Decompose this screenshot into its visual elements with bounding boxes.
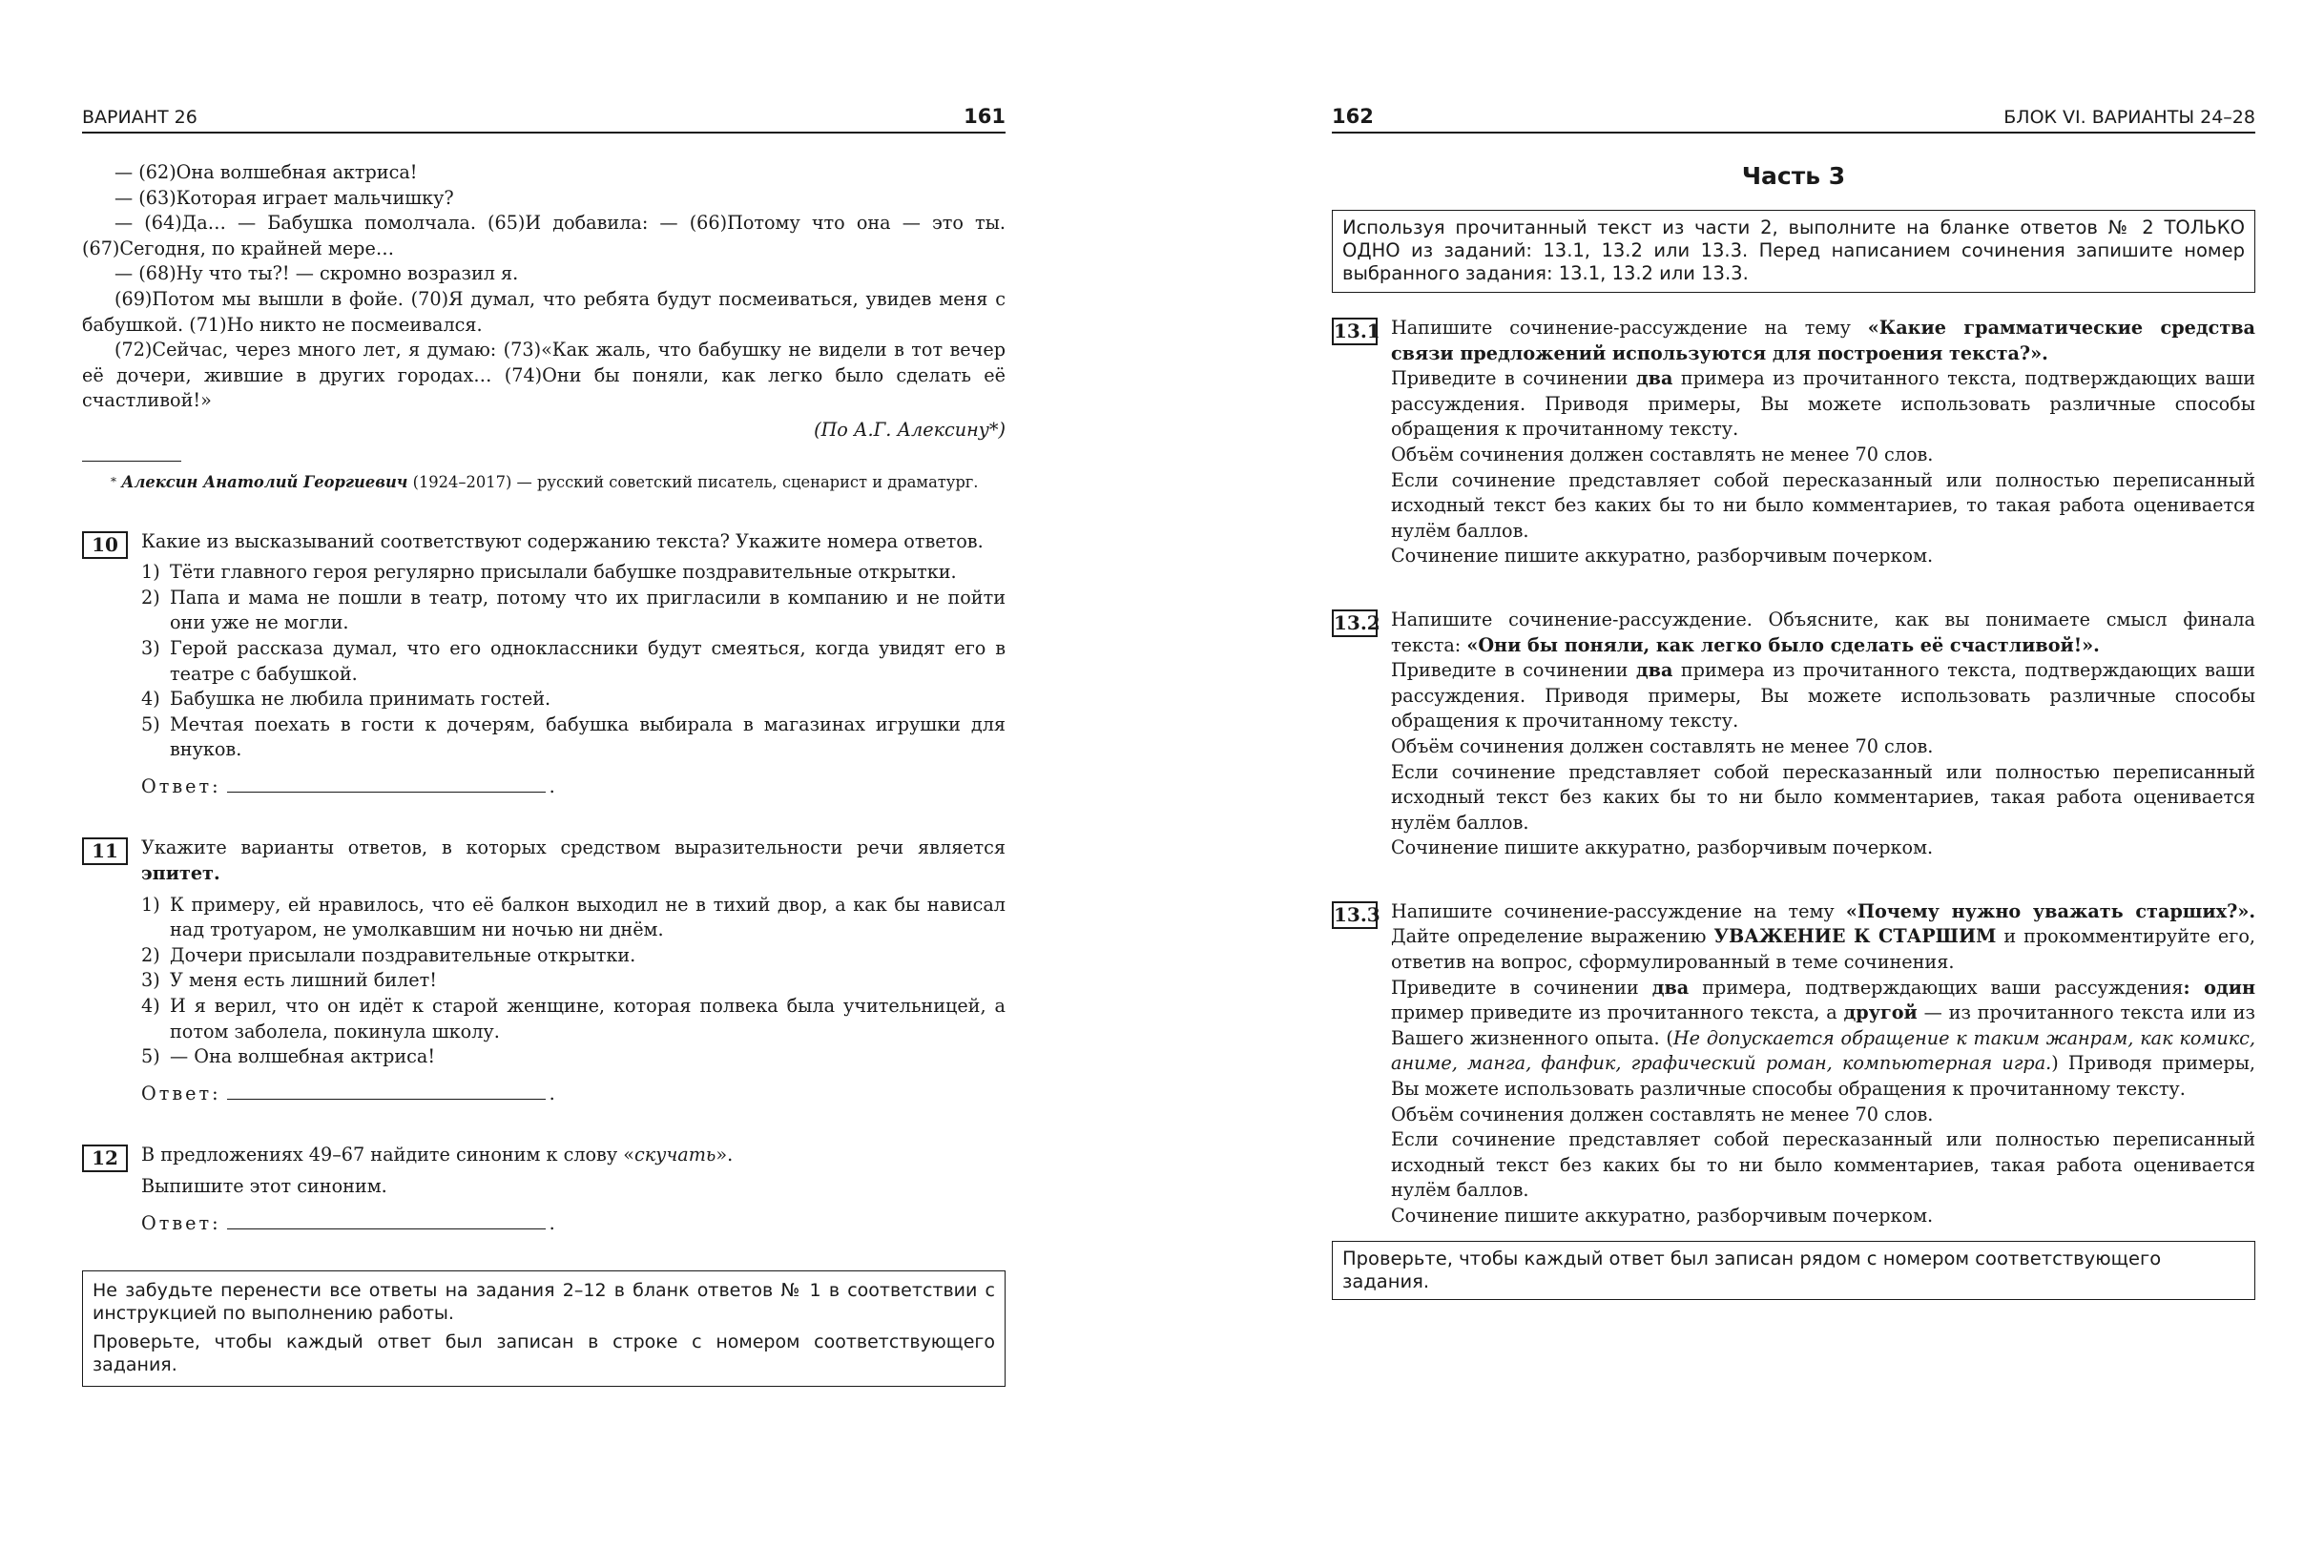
answer-line[interactable] — [227, 1080, 546, 1100]
option: 1) К примеру, ей нравилось, что её балкон выходил не в тихий двор, а как бы нависал над тротуаром, не умолкавшим ни ночью ни днём. — [141, 893, 1006, 941]
task-13-2-examples: Приведите в сочинении два примера из прочитанного текста, подтверждающих ваши рассуждения. Приводя примеры, Вы можете использовать различные способы обращения к прочитанному тексту. — [1391, 659, 2255, 732]
task-10-question: Какие из высказываний соответствуют содержанию текста? Укажите номера ответов. — [141, 529, 984, 552]
part-instruction-box: Используя прочитанный текст из части 2, выполните на бланке ответов № 2 ТОЛЬКО ОДНО из заданий: 13.1, 13.2 или 13.3. Перед написанием сочинения запишите номер выбранного задания: 13.1, 13.2 или 13.3. — [1332, 210, 2255, 293]
task-11-options — [141, 893, 1006, 1070]
block-label: БЛОК VI. ВАРИАНТЫ 24–28 — [2003, 107, 2255, 128]
variant-label: ВАРИАНТ 26 — [82, 107, 197, 128]
task-13-1 — [1332, 316, 2255, 569]
task-13-1-topic: Напишите сочинение-рассуждение на тему «Какие грамматические средства связи предложений используются для построения текста?». — [1391, 317, 2255, 364]
task-12-question: В предложениях 49–67 найдите синоним к слову «скучать». — [141, 1144, 734, 1166]
answer-line[interactable] — [227, 773, 546, 793]
task-13-1-examples: Приведите в сочинении два примера из прочитанного текста, подтверждающих ваши рассуждения. Приводя примеры, Вы можете использовать различные способы обращения к прочитанному тексту. — [1391, 367, 2255, 441]
option: 2) Дочери присылали поздравительные открытки. — [141, 943, 636, 966]
task-13-3-handwriting: Сочинение пишите аккуратно, разборчивым почерком. — [1391, 1205, 1934, 1227]
left-content — [82, 160, 1006, 1387]
task-10 — [82, 529, 1006, 800]
left-running-header — [82, 105, 1006, 134]
text-line-6: (72)Сейчас, через много лет, я думаю: (73)«Как жаль, что бабушку не видели в тот вечер её дочери, жившие в других городах… (74)Они бы поняли, как легко было сделать её счастливой!» — [82, 339, 1006, 412]
option: 5) — Она волшебная актриса! — [141, 1045, 436, 1068]
right-page — [1332, 0, 2255, 1568]
task-number-11: 11 — [82, 837, 128, 865]
task-number-13-2: 13.2 — [1332, 609, 1378, 637]
task-number-12: 12 — [82, 1145, 128, 1172]
page-number-right: 162 — [1332, 105, 1374, 128]
task-13-2-handwriting: Сочинение пишите аккуратно, разборчивым почерком. — [1391, 836, 1934, 859]
task-number-13-1: 13.1 — [1332, 318, 1378, 345]
answer-field-10[interactable]: Ответ: . — [141, 773, 1006, 800]
answer-line[interactable] — [227, 1209, 546, 1229]
option: 3) Герой рассказа думал, что его одноклассники будут смеяться, когда увидят его в театре с бабушкой. — [141, 636, 1006, 685]
option: 5) Мечтая поехать в гости к дочерям, бабушка выбирала в магазинах игрушки для внуков. — [141, 712, 1006, 761]
option: 3) У меня есть лишний билет! — [141, 969, 437, 992]
option: 2) Папа и мама не пошли в театр, потому что их пригласили в компанию и не пойти они уже не могли. — [141, 586, 1006, 634]
task-13-3-rule: Если сочинение представляет собой пересказанный или полностью переписанный исходный текст без каких бы то ни было комментариев, такая работа оценивается нулём баллов. — [1391, 1128, 2255, 1202]
right-content — [1332, 160, 2255, 1300]
task-13-3-volume: Объём сочинения должен составлять не менее 70 слов. — [1391, 1103, 1934, 1125]
transfer-reminder-box — [82, 1270, 1006, 1387]
task-13-1-handwriting: Сочинение пишите аккуратно, разборчивым почерком. — [1391, 545, 1934, 567]
reminder-text-1: Не забудьте перенести все ответы на задания 2–12 в бланк ответов № 1 в соответствии с инструкцией по выполнению работы. — [93, 1280, 995, 1325]
task-13-2-volume: Объём сочинения должен составлять не менее 70 слов. — [1391, 734, 1934, 757]
task-13-2-topic: Напишите сочинение-рассуждение. Объясните, как вы понимаете смысл финала текста: «Они бы поняли, как легко было сделать её счастливой!». — [1391, 608, 2255, 656]
task-12 — [82, 1143, 1006, 1236]
task-13-3 — [1332, 899, 2255, 1229]
text-source: (По А.Г. Алексину*) — [814, 418, 1006, 441]
task-11 — [82, 836, 1006, 1106]
task-11-question: Укажите варианты ответов, в которых средством выразительности речи является эпитет. — [141, 836, 1006, 885]
task-13-2 — [1332, 608, 2255, 861]
part-title: Часть 3 — [1741, 162, 1846, 190]
text-line-4: — (68)Ну что ты?! — скромно возразил я. — [114, 262, 519, 285]
task-13-3-topic: Напишите сочинение-рассуждение на тему «Почему нужно уважать старших?». Дайте определение выражению УВАЖЕНИЕ К СТАРШИМ и прокомментируйте его, ответив на вопрос, сформулированный в теме сочинения. — [1391, 899, 2255, 974]
option: 4) И я верил, что он идёт к старой женщине, которая полвека была учительницей, а потом заболела, покинула школу. — [141, 995, 1006, 1042]
reminder-text-2: Проверьте, чтобы каждый ответ был записан в строке с номером соответствующего задания. — [93, 1331, 995, 1376]
task-12-instruction: Выпишите этот синоним. — [141, 1175, 387, 1197]
task-13-3-examples: Приведите в сочинении два примера, подтверждающих ваши рассуждения: один пример приведите из прочитанного текста, а другой — из прочитанного текста или из Вашего жизненного опыта. (Не допускается обращение к таким жанрам, как комикс, аниме, манга, фанфик, графический роман, компьютерная игра.) Приводя примеры, Вы можете использовать различные способы обращения к прочитанному тексту. — [1391, 976, 2256, 1101]
task-13-1-volume: Объём сочинения должен составлять не менее 70 слов. — [1391, 443, 1934, 465]
option: 1) Тёти главного героя регулярно присылали бабушке поздравительные открытки. — [141, 561, 957, 584]
task-number-13-3: 13.3 — [1332, 901, 1378, 929]
check-reminder-box: Проверьте, чтобы каждый ответ был записан рядом с номером соответствующего задания. — [1332, 1241, 2255, 1300]
task-10-options — [141, 560, 1006, 763]
task-number-10: 10 — [82, 531, 128, 559]
right-running-header — [1332, 105, 2255, 134]
answer-field-11[interactable]: Ответ: . — [141, 1080, 1006, 1107]
task-13-2-rule: Если сочинение представляет собой пересказанный или полностью переписанный исходный текст без каких бы то ни было комментариев, такая работа оценивается нулём баллов. — [1391, 760, 2255, 834]
task-13-1-rule: Если сочинение представляет собой пересказанный или полностью переписанный исходный текст без каких бы то ни было комментариев, то такая работа оценивается нулём баллов. — [1391, 468, 2255, 542]
text-line-2: — (63)Которая играет мальчишку? — [114, 186, 454, 209]
text-line-3: — (64)Да… — Бабушка помолчала. (65)И добавила: — (66)Потому что она — это ты. (67)Сегодня, по крайней мере… — [82, 212, 1006, 259]
text-line-5: (69)Потом мы вышли в фойе. (70)Я думал, что ребята будут посмеиваться, увидев меня с бабушкой. (71)Но никто не посмеивался. — [82, 287, 1006, 336]
footnote-rule — [82, 461, 181, 462]
left-page — [82, 0, 1006, 1568]
option: 4) Бабушка не любила принимать гостей. — [141, 688, 551, 711]
page-number-left: 161 — [964, 105, 1006, 128]
answer-field-12[interactable]: Ответ: . — [141, 1209, 1006, 1237]
footnote: * Алексин Анатолий Георгиевич (1924–2017) — русский советский писатель, сценарист и драматург. — [111, 472, 979, 491]
text-line-1: — (62)Она волшебная актриса! — [114, 161, 418, 183]
